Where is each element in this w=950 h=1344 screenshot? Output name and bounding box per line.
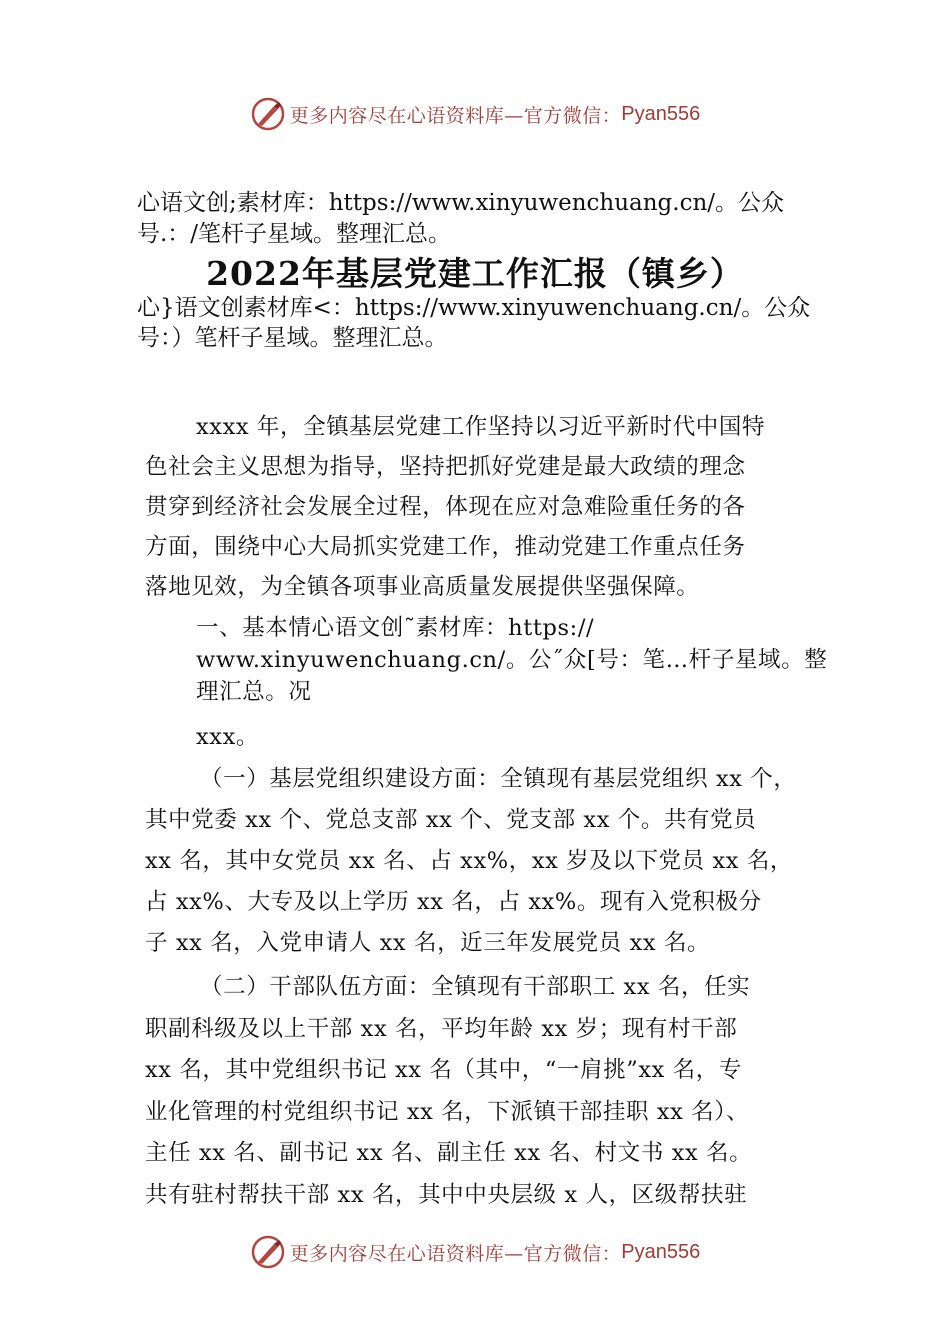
part2-line: （二）干部队伍方面：全镇现有干部职工 xx 名，任实 <box>200 974 751 1000</box>
intro-line: 方面，围绕中心大局抓实党建工作，推动党建工作重点任务 <box>145 534 746 560</box>
section-heading-line: 一、基本情心语文创˜素材库：https:// <box>196 615 595 641</box>
part2-line: 主任 xx 名、副书记 xx 名、副主任 xx 名、村文书 xx 名。 <box>145 1140 753 1166</box>
watermark-top <box>0 94 950 134</box>
page-title: 2022年基层党建工作汇报（镇乡） <box>206 254 744 293</box>
intro-line: 落地见效，为全镇各项事业高质量发展提供坚强保障。 <box>145 574 700 600</box>
part2-line: 共有驻村帮扶干部 xx 名，其中中央层级 x 人，区级帮扶驻 <box>145 1182 748 1208</box>
intro-line: 色社会主义思想为指导，坚持把抓好党建是最大政绩的理念 <box>145 454 746 480</box>
xxx-line: xxx。 <box>196 724 259 750</box>
part1-line: 子 xx 名，入党申请人 xx 名，近三年发展党员 xx 名。 <box>145 930 711 956</box>
watermark-bottom <box>0 1232 950 1272</box>
part1-line: 其中党委 xx 个、党总支部 xx 个、党支部 xx 个。共有党员 <box>145 807 757 833</box>
watermark-text: 更多内容尽在心语资料库—官方微信： <box>289 104 622 127</box>
watermark-id: Pyan556 <box>621 1240 701 1263</box>
intro-line: 贯穿到经济社会发展全过程，体现在应对急难险重任务的各 <box>145 494 746 520</box>
watermark-id: Pyan556 <box>621 102 701 125</box>
part2-line: xx 名，其中党组织书记 xx 名（其中，“一肩挑”xx 名，专 <box>145 1057 742 1083</box>
watermark-text: 更多内容尽在心语资料库—官方微信： <box>289 1242 622 1265</box>
section-heading-line: 理汇总。况 <box>196 679 312 705</box>
part1-line: 占 xx%、大专及以上学历 xx 名，占 xx%。现有入党积极分 <box>145 889 762 915</box>
header-line-1: 心语文创;素材库：https://www.xinyuwenchuang.cn/。公众 <box>137 190 785 216</box>
header-line-3: 心}语文创素材库<：https://www.xinyuwenchuang.cn/。公众 <box>137 295 811 321</box>
part2-line: 职副科级及以上干部 xx 名，平均年龄 xx 岁；现有村干部 <box>145 1016 738 1042</box>
pen-logo-icon <box>250 1234 286 1270</box>
header-line-4: 号：）笔杆子星域。整理汇总。 <box>137 325 448 351</box>
intro-line: xxxx 年，全镇基层党建工作坚持以习近平新时代中国特 <box>196 414 766 440</box>
part2-line: 业化管理的村党组织书记 xx 名，下派镇干部挂职 xx 名）、 <box>145 1099 750 1125</box>
header-line-2: 号.：/笔杆子星域。整理汇总。 <box>137 221 452 247</box>
part1-line: （一）基层党组织建设方面：全镇现有基层党组织 xx 个， <box>200 766 797 792</box>
part1-line: xx 名，其中女党员 xx 名、占 xx%，xx 岁及以下党员 xx 名， <box>145 848 794 874</box>
section-heading-line: www.xinyuwenchuang.cn/。公˝众[号：笔…杆子星域。整 <box>196 647 828 673</box>
pen-logo-icon <box>250 96 286 132</box>
